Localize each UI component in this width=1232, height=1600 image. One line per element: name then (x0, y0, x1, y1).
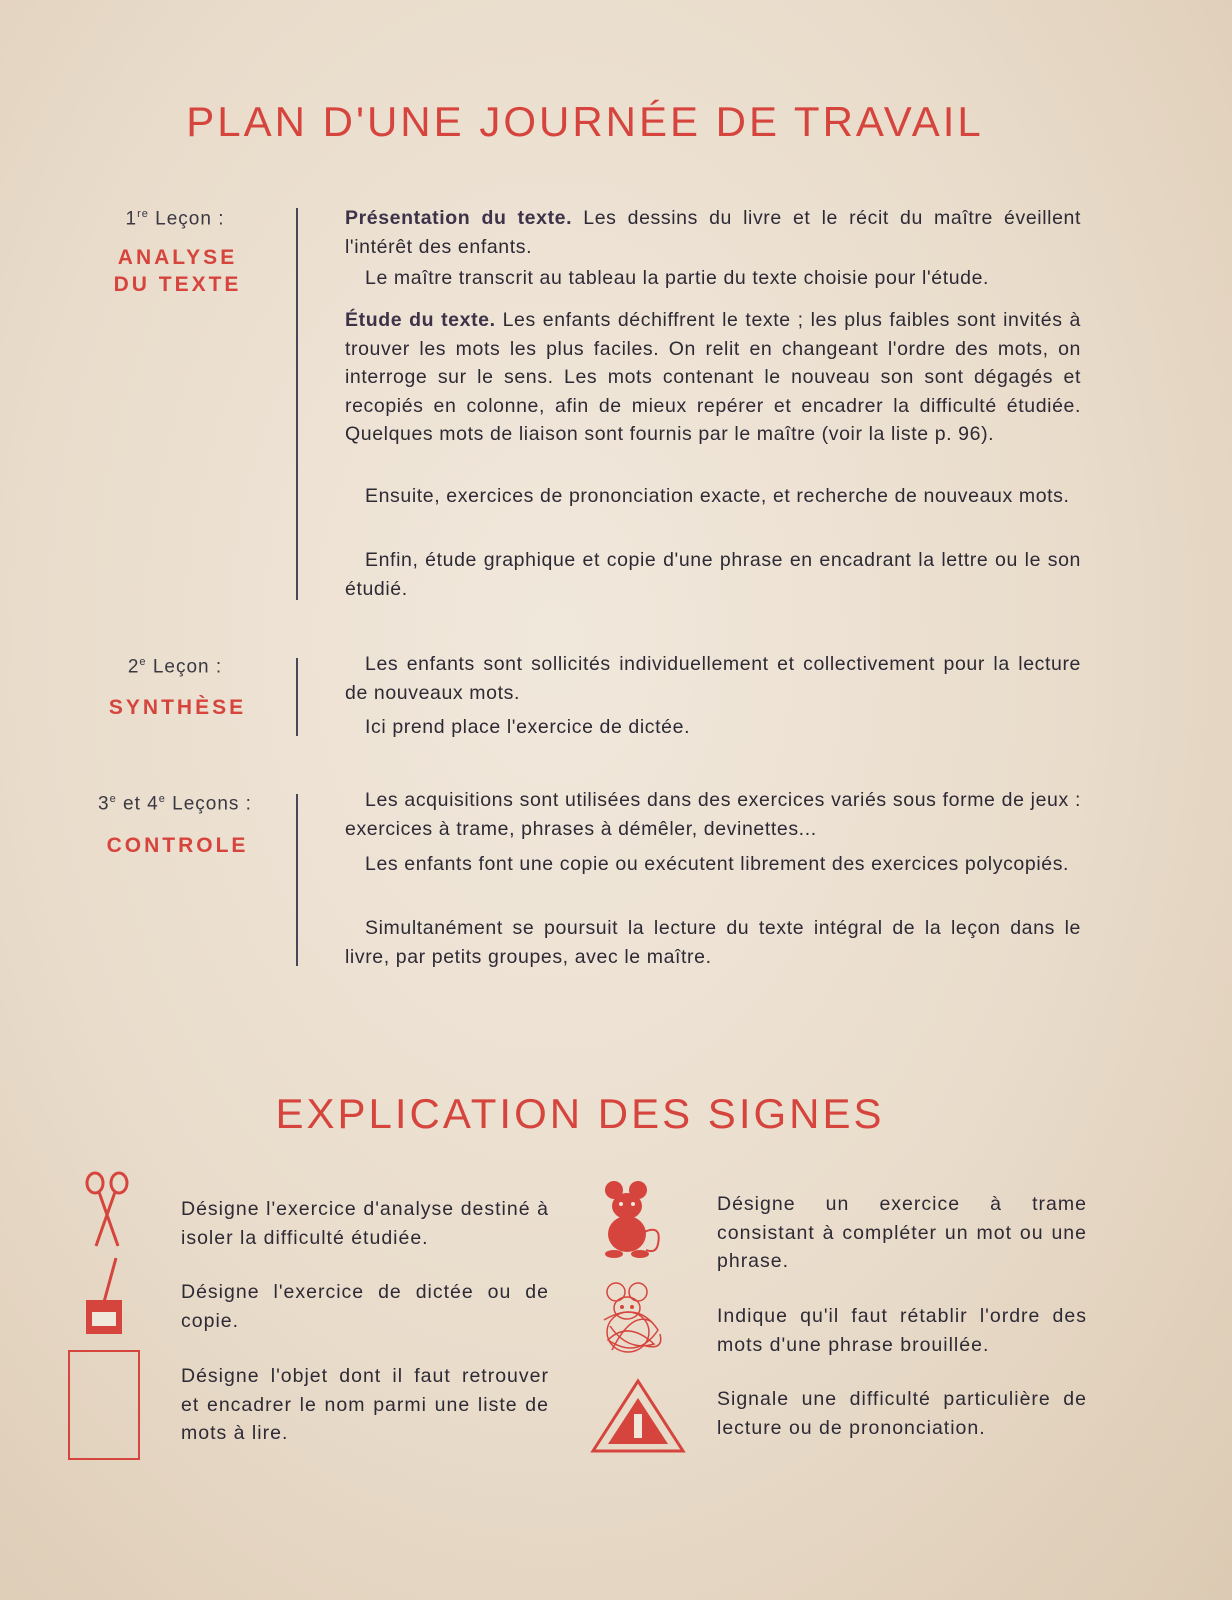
lesson-2-divider (296, 658, 298, 736)
sign-frame-text: Désigne l'objet dont il faut retrouver et encadrer le nom parmi une liste de mots à lire. (181, 1365, 549, 1444)
scissors-icon (82, 1170, 132, 1250)
lesson-2-name: SYNTHÈSE (108, 696, 247, 719)
mouse-icon (600, 1180, 668, 1260)
warning-triangle-icon (590, 1378, 686, 1454)
sign-warning-text: Signale une difficulté particulière de lecture ou de prononciation. (717, 1388, 1087, 1439)
tangled-mouse-icon (598, 1280, 668, 1358)
lesson-3-paragraph-3: Simultanément se poursuit la lecture du texte intégral de la leçon dans le livre, par petits groupes, avec le maître. (345, 917, 1081, 968)
sign-tangled-mouse-text: Indique qu'il faut rétablir l'ordre des mots d'une phrase brouillée. (717, 1305, 1087, 1356)
lesson-2-paragraph-1: Les enfants sont sollicités individuellement et collectivement pour la lecture de nouveaux mots. (345, 653, 1081, 704)
lesson-1-paragraph-2: Le maître transcrit au tableau la partie du texte choisie pour l'étude. (365, 267, 990, 289)
lesson-3-paragraph-2: Les enfants font une copie ou exécutent librement des exercices polycopiés. (365, 853, 1070, 875)
lesson-2-number: 2e Leçon : (127, 656, 223, 678)
lesson-1-paragraph-3: Étude du texte. Les enfants déchiffrent le texte ; les plus faibles sont invités à trouver les mots les plus faciles. On relit en changeant l'ordre des mots, on interroge sur le sens. Les mots contenant le nouveau son sont dégagés et recopiés en colonne, afin de mieux repérer et encadrer la difficulté étudiée. Quelques mots de liaison sont fournis par le maître (voir la liste p. 96). (345, 309, 1081, 445)
lesson-1-paragraph-4: Ensuite, exercices de prononciation exacte, et recherche de nouveaux mots. (365, 485, 1070, 507)
page-title: PLAN D'UNE JOURNÉE DE TRAVAIL (186, 98, 984, 145)
lesson-1-divider (296, 208, 298, 600)
lesson-3-name: CONTROLE (106, 834, 249, 857)
sign-mouse-text: Désigne un exercice à trame consistant à compléter un mot ou une phrase. (717, 1193, 1087, 1272)
lesson-1-name: ANALYSE DU TEXTE (113, 246, 242, 296)
empty-frame-icon (68, 1350, 140, 1460)
lesson-3-number: 3e et 4e Leçons : (98, 793, 252, 815)
sign-scissors-text: Désigne l'exercice d'analyse destiné à isoler la difficulté étudiée. (181, 1198, 549, 1249)
lesson-1-paragraph-5: Enfin, étude graphique et copie d'une phrase en encadrant la lettre ou le son étudié. (345, 549, 1081, 600)
lesson-1-paragraph-1: Présentation du texte. Les dessins du livre et le récit du maître éveillent l'intérêt des enfants. (345, 207, 1081, 258)
sign-inkwell-text: Désigne l'exercice de dictée ou de copie. (181, 1281, 549, 1332)
inkwell-pen-icon (82, 1256, 126, 1336)
lesson-1-number: 1re Leçon : (125, 208, 225, 230)
lesson-2-paragraph-2: Ici prend place l'exercice de dictée. (365, 716, 691, 738)
lesson-3-paragraph-1: Les acquisitions sont utilisées dans des exercices variés sous forme de jeux : exercices à trame, phrases à démêler, devinettes... (345, 789, 1081, 840)
signs-title: EXPLICATION DES SIGNES (275, 1090, 885, 1137)
lesson-3-divider (296, 794, 298, 966)
